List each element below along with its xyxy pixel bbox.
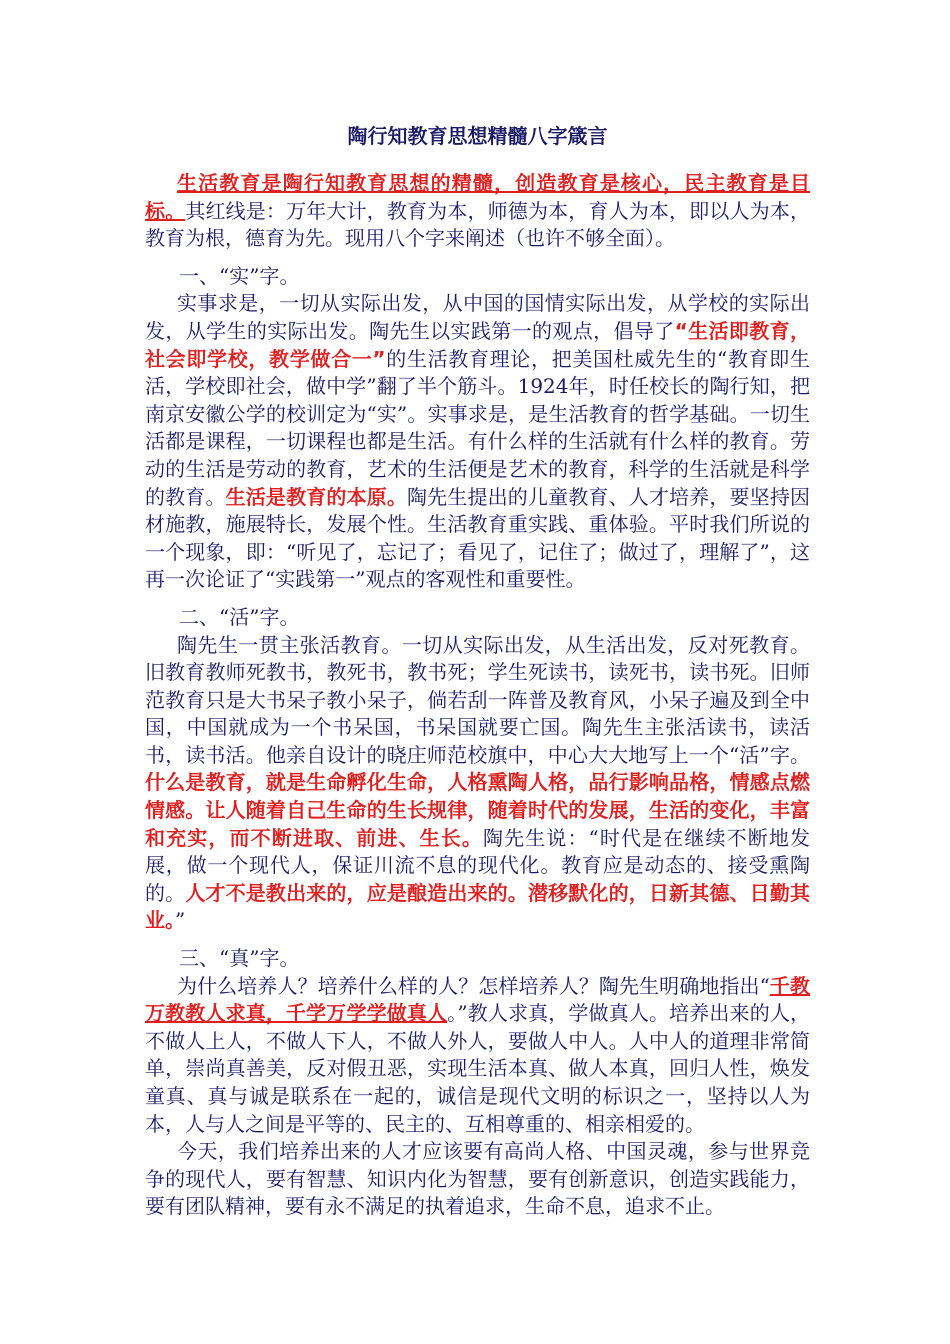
section-3-paragraph [145, 973, 810, 1139]
section-2-paragraph [145, 632, 810, 936]
document-title: 陶行知教育思想精髓八字箴言 [347, 124, 608, 148]
section-2-text-1: 陶先生一贯主张活教育。一切从实际出发，从生活出发，反对死教育。旧教育教师死教书，教死书，教书死；学生死读书，读死书，读书死。旧师范教育只是大书呆子教小呆子，倘若刮一阵普及教育风，小呆子遍及到全中国，中国就成为一个书呆国，书呆国就要亡国。陶先生主张活读书，读活书，读书活。他亲自设计的晓庄师范校旗中，中心大大地写上一个“活”字。 [145, 632, 810, 767]
section-2-highlight-1: 什么是教育，就是生命孵化生命，人格熏陶人格，品行影响品格，情感点燃情感。让人随着自己生命的生长规律，随着时代的发展，生活的变化，丰富和充实，而不断进取、前进、生长。 [145, 770, 810, 850]
section-1-highlight-1: “生活即教育，社会即学校，教学做合一” [145, 318, 810, 371]
intro-paragraph [145, 170, 810, 253]
intro-text: 其红线是：万年大计，教育为本，师德为本，育人为本，即以人为本，教育为根，德育为先。现用八个字来阐述（也许不够全面）。 [145, 198, 810, 251]
section-3-text-2: 。”教人求真，学做真人。培养出来的人，不做人上人，不做人下人，不做人外人，要做人中人。人中人的道理非常简单，崇尚真善美，反对假丑恶，实现生活本真、做人本真，回归人性，焕发童真、真与诚是联系在一起的，诚信是现代文明的标识之一，坚持以人为本，人与人之间是平等的、民主的、互相尊重的、相亲相爱的。 [145, 1001, 810, 1136]
section-3-text-1: 为什么培养人？培养什么样的人？怎样培养人？陶先生明确地指出“ [177, 973, 770, 998]
section-2-highlight-2: 人才不是教出来的，应是酿造出来的。潜移默化的，日新其德、日勤其业。 [145, 880, 810, 933]
section-1-heading: 一、“实”字。 [179, 263, 300, 288]
section-1-paragraph [145, 290, 810, 594]
section-3-heading: 三、“真”字。 [179, 946, 300, 971]
section-2-text-2: 陶先生说：“时代是在继续不断地发展，做一个现代人，保证川流不息的现代化。教育应是动态的、接受熏陶的。 [145, 825, 810, 905]
section-1-highlight-2: 生活是教育的本原。 [225, 484, 408, 509]
document-page [145, 122, 810, 1221]
section-2-heading: 二、“活”字。 [179, 604, 300, 629]
section-1-text-3: 陶先生提出的儿童教育、人才培养，要坚持因材施教，施展特长，发展个性。生活教育重实践、重体验。平时我们所说的一个现象，即：“听见了，忘记了；看见了，记住了；做过了，理解了”，这再一次论证了“实践第一”观点的客观性和重要性。 [145, 484, 810, 592]
section-3-paragraph-2: 今天，我们培养出来的人才应该要有高尚人格、中国灵魂，参与世界竞争的现代人，要有智慧、知识内化为智慧，要有创新意识，创造实践能力，要有团队精神，要有永不满足的执着追求，生命不息，追求不止。 [145, 1139, 810, 1219]
intro-highlight: 生活教育是陶行知教育思想的精髓，创造教育是核心，民主教育是目标。 [145, 171, 810, 223]
section-1-text-2: 的生活教育理论，把美国杜威先生的“教育即生活，学校即社会，做中学”翻了半个筋斗。1924年，时任校长的陶行知，把南京安徽公学的校训定为“实”。实事求是，是生活教育的哲学基础。一切生活都是课程，一切课程也都是生活。有什么样的生活就有什么样的教育。劳动的生活是劳动的教育，艺术的生活便是艺术的教育，科学的生活就是科学的教育。 [145, 346, 810, 509]
section-1-text-1: 实事求是，一切从实际出发，从中国的国情实际出发，从学校的实际出发，从学生的实际出发。陶先生以实践第一的观点，倡导了 [145, 291, 810, 343]
section-2-text-3: ” [175, 908, 186, 933]
section-3-highlight-1: 千教万教教人求真，千学万学学做真人 [145, 973, 810, 1026]
